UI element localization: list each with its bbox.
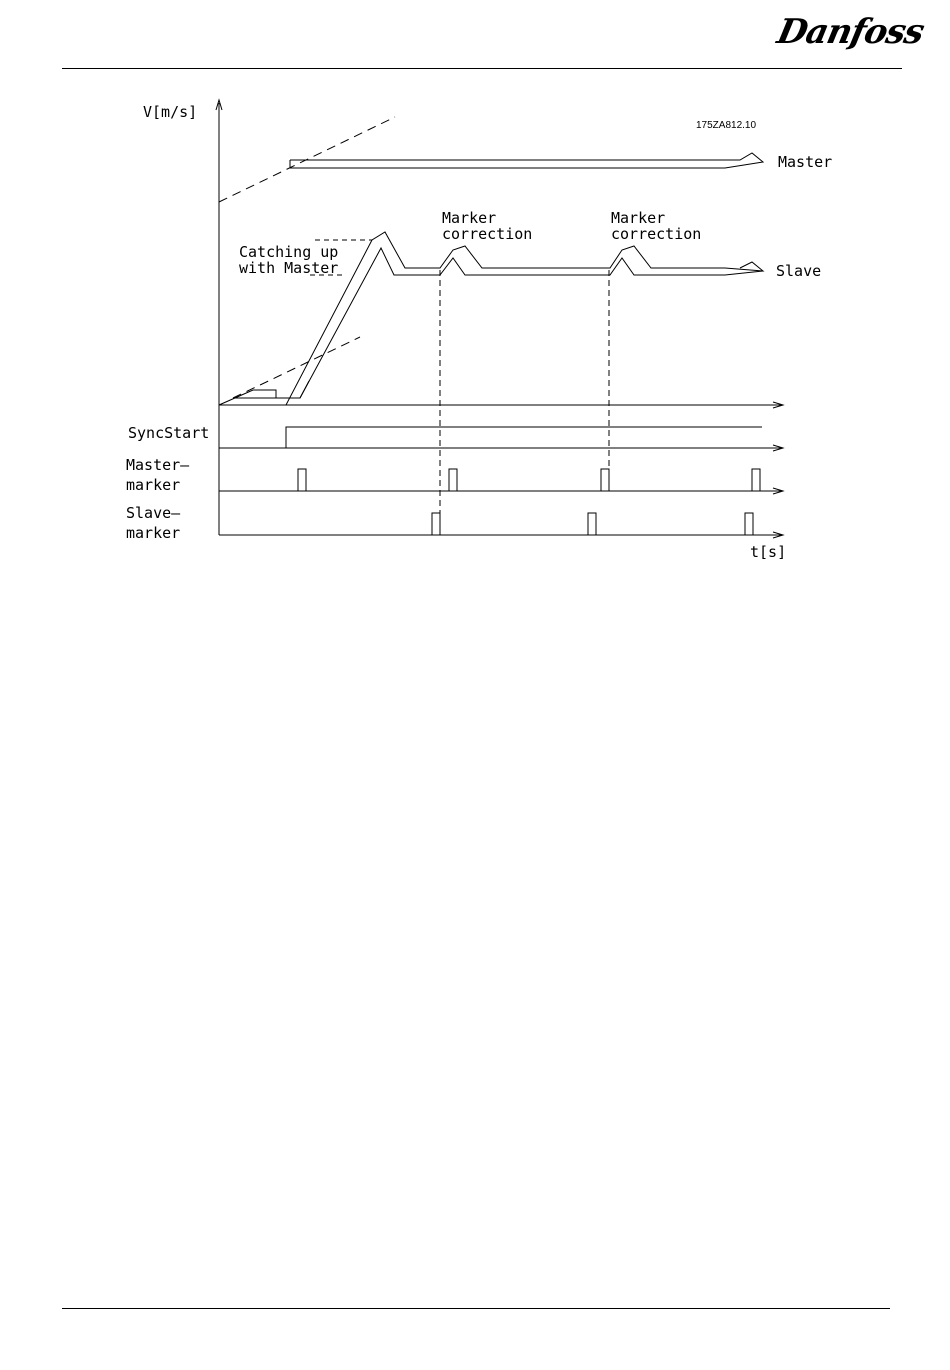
master-marker-pulse	[298, 469, 306, 491]
master-marker-label-line1: Master–	[126, 456, 190, 474]
syncstart-signal	[219, 427, 762, 448]
catching-up-annotation-line1: Catching up	[239, 243, 339, 261]
catching-up-annotation-line2: with Master	[239, 259, 339, 277]
master-marker-pulse	[449, 469, 457, 491]
master-curve-label: Master	[778, 153, 833, 171]
slave-catchup-inner-edge	[300, 381, 309, 398]
master-velocity-curve	[290, 153, 763, 168]
marker-correction-1-line2: correction	[442, 225, 533, 243]
figure-id: 175ZA812.10	[696, 120, 757, 131]
master-marker-label-line2: marker	[126, 476, 181, 494]
slave-marker-label-line2: marker	[126, 524, 181, 542]
marker-correction-1-line1: Marker	[442, 209, 497, 227]
danfoss-logo: Danfoss	[773, 12, 928, 52]
slave-dashed-extension	[233, 337, 360, 398]
slave-curve-label: Slave	[776, 262, 822, 280]
syncstart-label: SyncStart	[128, 424, 210, 442]
y-axis-label: V[m/s]	[143, 103, 198, 121]
slave-marker-pulse	[745, 513, 753, 535]
footer-rule	[62, 1308, 890, 1309]
slave-marker-pulse	[432, 513, 440, 535]
slave-marker-label-line1: Slave–	[126, 504, 181, 522]
marker-correction-2-line1: Marker	[611, 209, 666, 227]
slave-marker-pulse	[588, 513, 596, 535]
sync-timing-diagram	[0, 0, 950, 600]
marker-correction-2-line2: correction	[611, 225, 702, 243]
master-marker-pulse	[752, 469, 760, 491]
master-marker-pulse	[601, 469, 609, 491]
x-axis-label: t[s]	[750, 543, 787, 561]
